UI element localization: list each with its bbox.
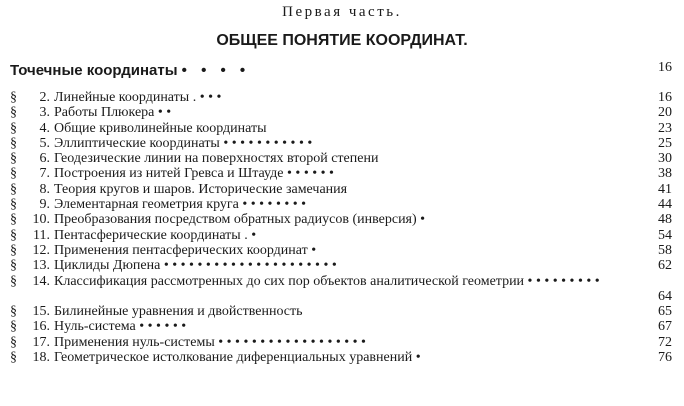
entry-title: Применения пентасферических координат •	[54, 242, 317, 258]
entry-title: Циклиды Дюпена • • • • • • • • • • • • • • • • • • • • •	[54, 258, 337, 274]
toc-row	[10, 243, 674, 258]
entry-title: Преобразования посредством обратных радиусов (инверсия) •	[54, 212, 426, 228]
entry-number: 9.	[39, 197, 50, 213]
section-sign: §	[10, 350, 17, 366]
section-sign: §	[10, 135, 17, 151]
entry-page: 16	[658, 90, 672, 105]
section-sign: §	[10, 334, 17, 350]
toc-row	[10, 121, 674, 136]
toc-row	[10, 105, 674, 120]
entry-number: 4.	[39, 120, 50, 136]
toc-row	[10, 212, 674, 227]
section-sign: §	[10, 181, 17, 197]
entry-page: 23	[658, 120, 672, 136]
section-sign: §	[10, 319, 17, 335]
section-sign: §	[10, 304, 17, 320]
section-sign: §	[10, 166, 17, 182]
entry-number: 12.	[32, 242, 50, 258]
toc-row	[10, 197, 674, 212]
entry-title: Применения нуль-системы • • • • • • • • • • • • • • • • • •	[54, 334, 366, 350]
toc-row	[10, 166, 674, 181]
toc-list	[10, 90, 674, 365]
entry-page: 48	[658, 212, 672, 228]
toc-row	[10, 228, 674, 243]
section-sign: §	[10, 120, 17, 136]
part-title: Первая часть.	[282, 4, 402, 20]
entry-page: 20	[658, 105, 672, 121]
toc-row	[10, 151, 674, 166]
entry-page: 30	[658, 151, 672, 167]
section-sign: §	[10, 212, 17, 228]
entry-title: Билинейные уравнения и двойственность	[54, 304, 303, 320]
entry-number: 16.	[32, 319, 50, 335]
entry-page: 25	[658, 135, 672, 151]
entry-number: 18.	[32, 350, 50, 366]
toc-row	[10, 335, 674, 350]
entry-number: 15.	[32, 304, 50, 320]
section-sign: §	[10, 197, 17, 213]
entry-title: Линейные координаты . • • •	[54, 90, 222, 105]
entry-number: 8.	[39, 181, 50, 197]
entry-number: 10.	[32, 212, 50, 228]
entry-number: 11.	[33, 227, 50, 243]
entry-number: 13.	[32, 258, 50, 274]
entry-page: 72	[658, 334, 672, 350]
entry-title: Построения из нитей Гревса и Штауде • • • • • •	[54, 166, 334, 182]
group-title: Точечные координаты	[10, 62, 178, 79]
entry-title: Геометрическое истолкование диференциальных уравнений •	[54, 350, 421, 366]
section-sign: §	[10, 273, 17, 289]
entry-number: 14.	[32, 273, 50, 289]
section-sign: §	[10, 258, 17, 274]
toc-row	[10, 258, 674, 273]
entry-title: Теория кругов и шаров. Исторические замечания	[54, 181, 348, 197]
entry-title: Элементарная геометрия круга • • • • • • • •	[54, 197, 307, 213]
group-leader: • • • •	[181, 62, 251, 79]
entry-title: Геодезические линии на поверхностях второй степени	[54, 151, 379, 167]
entry-page: 41	[658, 181, 672, 197]
section-sign: §	[10, 105, 17, 121]
toc-row	[10, 136, 674, 151]
entry-page: 44	[658, 197, 672, 213]
group-page: 16	[658, 60, 672, 75]
entry-number: 3.	[39, 105, 50, 121]
section-sign: §	[10, 242, 17, 258]
entry-title: Пентасферические координаты . •	[54, 227, 257, 243]
entry-page: 76	[658, 350, 672, 366]
entry-title: Работы Плюкера • •	[54, 105, 172, 121]
entry-page: 64	[658, 288, 672, 304]
entry-page: 38	[658, 166, 672, 182]
toc-row	[10, 304, 674, 319]
entry-number: 6.	[39, 151, 50, 167]
entry-page: 62	[658, 258, 672, 274]
section-sign: §	[10, 151, 17, 167]
entry-title: Эллиптические координаты • • • • • • • • • • •	[54, 135, 313, 151]
entry-page: 54	[658, 227, 672, 243]
entry-number: 17.	[32, 334, 50, 350]
entry-page: 67	[658, 319, 672, 335]
toc-row	[10, 319, 674, 334]
entry-title: Классификация рассмотренных до сих пор объектов аналитической геометрии • • • • • • • • •	[54, 273, 600, 289]
entry-number: 5.	[39, 135, 50, 151]
toc-row	[10, 182, 674, 197]
entry-title: Общие криволинейные координаты	[54, 120, 267, 136]
entry-page: 65	[658, 304, 672, 320]
entry-page: 58	[658, 242, 672, 258]
section-sign: §	[10, 227, 17, 243]
group-heading	[10, 62, 250, 79]
section-title: ОБЩЕЕ ПОНЯТИЕ КООРДИНАТ.	[216, 32, 468, 49]
section-sign: §	[10, 90, 17, 105]
toc-row	[10, 350, 674, 365]
toc-row	[10, 274, 674, 305]
entry-number: 2.	[39, 90, 50, 105]
entry-number: 7.	[39, 166, 50, 182]
entry-title: Нуль-система • • • • • •	[54, 319, 187, 335]
toc-row	[10, 90, 674, 105]
